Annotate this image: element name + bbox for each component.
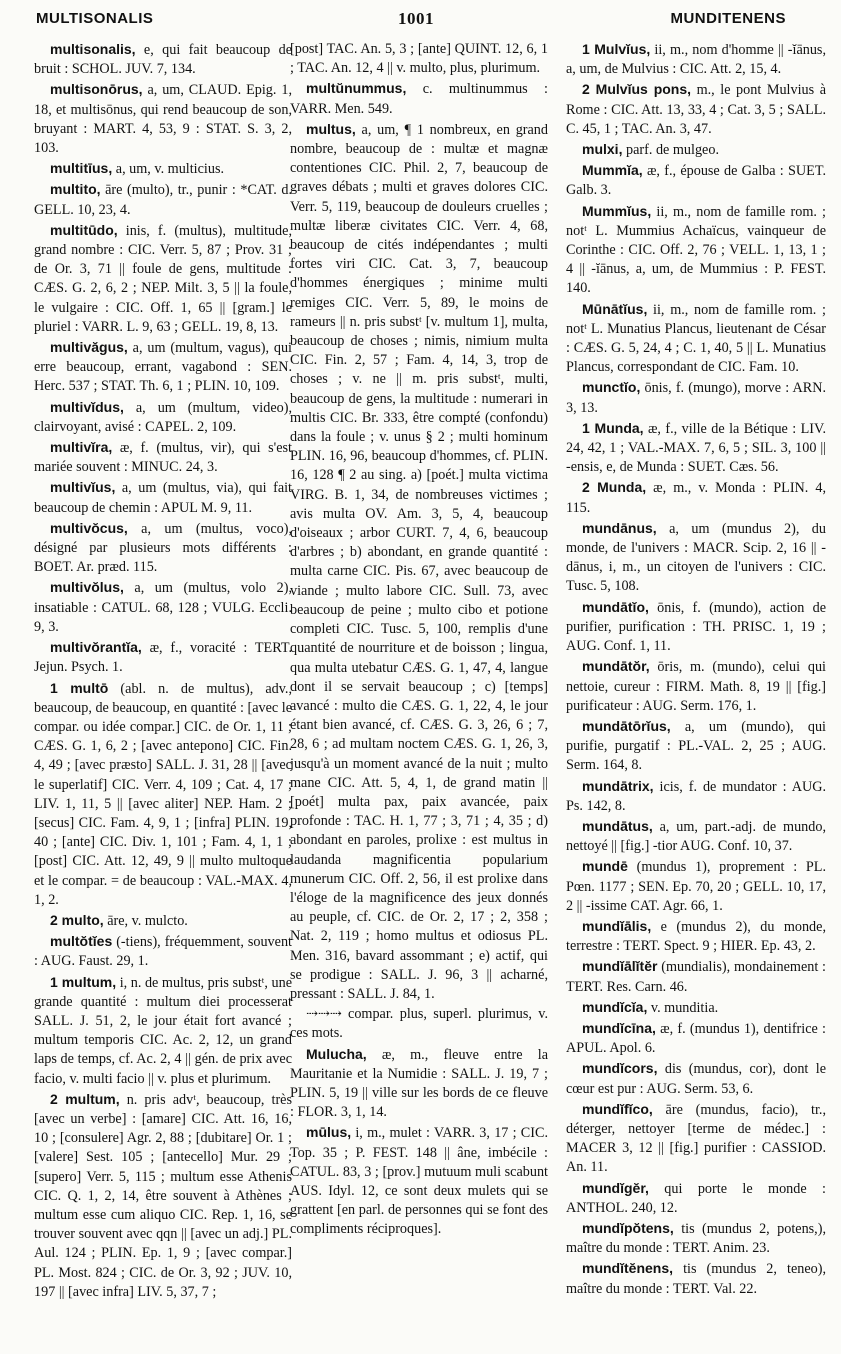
- entry-definition: ōris, m. (mundo), celui qui nettoie, cureur : FIRM. Math. 8, 19 || [fig.] purificateur : AUG. Serm. 176, 1.: [566, 659, 826, 714]
- entry-definition: dis (mundus, cor), dont le cœur est pur : AUG. Serm. 53, 6.: [566, 1061, 826, 1097]
- dictionary-entry: [566, 998, 826, 1018]
- entry-headword: multitūdo,: [50, 221, 118, 238]
- entry-headword: mundātĭo,: [582, 598, 649, 615]
- dictionary-entry: [566, 419, 826, 478]
- entry-definition: c. multinummus : VARR. Men. 549.: [290, 81, 548, 117]
- entry-headword: mundĭālĭtĕr: [582, 958, 658, 975]
- entry-definition: æ, f., ville de la Bétique : LIV. 24, 42, 1 ; VAL.-MAX. 7, 6, 5 ; SIL. 3, 100 || -ensis, e, de Munda : SUET. Cæs. 56.: [566, 420, 826, 476]
- entry-definition: n. pris advᵗ, beaucoup, très [avec un verbe] : [amare] CIC. Att. 16, 16, 10 ; [consulere] Agr. 2, 88 ; [dubitare] Or. 1 ; [valere] Sest. 105 ; [antecello] Mur. 29 ; [supero] Verr. 5, 115 ; multum esse Athenis CIC. Q. 1, 2, 14, être souvent à Athènes ; multum esse cum aliquo CIC. Rep. 1, 16, se trouver souvent avec qqn || [avec un adj.] PL. Aul. 124 ; PLIN. Ep. 1, 9 ; [avec compar.] PL. Most. 824 ; CIC. de Or. 3, 92 ; JUV. 10, 197 || [avec infra] LIV. 5, 37, 7 ;: [34, 1091, 292, 1300]
- entry-definition: a, um, v. multicius.: [112, 161, 225, 178]
- dictionary-entry: [34, 638, 292, 677]
- dictionary-entry: [566, 1100, 826, 1178]
- entry-headword: mundĭcīna,: [582, 1019, 656, 1036]
- entry-definition: a, um (multum, video), clairvoyant, avisé : CAPEL. 2, 109.: [34, 399, 292, 435]
- entry-headword: mundĭtĕnens,: [582, 1260, 674, 1277]
- dictionary-entry: [290, 40, 548, 78]
- dictionary-entry: [290, 120, 548, 1004]
- entry-headword: mundĭcors,: [582, 1060, 658, 1077]
- entry-definition: ⇢⇢⇢ compar. plus, superl. plurimus, v. ces mots.: [290, 1006, 548, 1042]
- entry-definition: v. munditia.: [647, 999, 719, 1016]
- entry-headword: mundātrix,: [582, 777, 654, 794]
- dictionary-entry: [34, 80, 292, 158]
- entry-definition: e (mundus 2), du monde, terrestre : TERT. Spect. 9 ; HIER. Ep. 43, 2.: [566, 918, 826, 955]
- entry-definition: ōnis, f. (mundo), action de purifier, purification : TH. PRISC. 1, 19 ; AUG. Conf. 1, 11.: [566, 599, 826, 655]
- dictionary-entry: [290, 79, 548, 118]
- dictionary-entry: [566, 140, 826, 160]
- dictionary-entry: [566, 598, 826, 657]
- entry-headword: multito,: [50, 181, 101, 198]
- entry-headword: multus,: [306, 120, 356, 137]
- dictionary-entry: [34, 40, 292, 79]
- entry-definition: āre (mundus, facio), tr., déterger, nettoyer [terme de médec.] : MACER 3, 12 || [fig.] purifier : CASSIOD. An. 11.: [566, 1101, 826, 1176]
- entry-definition: æ, f. (multus, vir), qui s'est mariée souvent : MINUC. 24, 3.: [34, 440, 292, 476]
- entry-headword: Mummĭa,: [582, 162, 643, 179]
- entry-definition: (-tiens), fréquemment, souvent : AUG. Faust. 29, 1.: [34, 934, 292, 970]
- dictionary-entry: [290, 1123, 548, 1239]
- entry-headword: 1 Mulvĭus,: [582, 41, 651, 57]
- entry-headword: Mummĭus,: [582, 202, 652, 219]
- entry-definition: m., le pont Mulvius à Rome : CIC. Att. 13, 33, 4 ; Cat. 3, 5 ; SALL. C. 45, 1 ; TAC. An. 3, 47.: [566, 82, 826, 137]
- entry-definition: āre (multo), tr., punir : *CAT. d. GELL. 10, 23, 4.: [34, 182, 292, 218]
- dictionary-entry: [566, 161, 826, 200]
- entry-headword: mundātōrĭus,: [582, 717, 671, 734]
- entry-headword: multitīus,: [50, 160, 113, 177]
- entry-definition: (mundialis), mondainement : TERT. Res. Carn. 46.: [566, 959, 826, 995]
- entry-definition: ii, m., nom de famille rom. ; notᵗ L. Munatius Plancus, lieutenant de César : CÆS. G. 5, 24, 4 ; C. 1, 40, 5 || L. Munatius Plancus, correspondant de CIC. Fam. 10.: [566, 301, 826, 376]
- entry-headword: mundĭpŏtens,: [582, 1219, 674, 1236]
- dictionary-entry: [566, 1179, 826, 1218]
- entry-headword: multisonalis,: [50, 41, 136, 57]
- dictionary-entry: [566, 657, 826, 716]
- entry-headword: mulxi,: [582, 141, 623, 158]
- entry-definition: a, um, part.-adj. de mundo, nettoyé || [fig.] -tior AUG. Conf. 10, 37.: [566, 818, 826, 855]
- entry-headword: 2 Mulvĭus pons,: [582, 81, 692, 98]
- entry-headword: multivŏrantĭa,: [50, 639, 142, 656]
- entry-headword: Mūnātĭus,: [582, 300, 648, 317]
- entry-definition: a, um (mundus 2), du monde, de l'univers : MACR. Scip. 2, 16 || -dānus, i, m., un citoyen de l'univers : CIC. Tusc. 5, 108.: [566, 520, 826, 595]
- dictionary-entry: [566, 478, 826, 517]
- dictionary-entry: [34, 180, 292, 219]
- entry-headword: multivŏcus,: [50, 519, 128, 536]
- dictionary-entry: [34, 932, 292, 971]
- entry-definition: (mundus 1), proprement : PL. Pœn. 1177 ; SEN. Ep. 70, 20 ; GELL. 10, 17, 2 || -issime CAT. Agr. 66, 1.: [566, 859, 826, 914]
- column-2: [290, 40, 548, 1346]
- dictionary-entry: [566, 519, 826, 597]
- dictionary-entry: [566, 1059, 826, 1098]
- entry-headword: mundē: [582, 858, 628, 875]
- entry-definition: icis, f. de mundator : AUG. Ps. 142, 8.: [566, 778, 826, 814]
- entry-definition: parf. de mulgeo.: [622, 142, 719, 159]
- dictionary-entry: [566, 378, 826, 417]
- entry-headword: mundānus,: [582, 519, 657, 536]
- entry-headword: 2 multum,: [50, 1090, 120, 1107]
- dictionary-entry: [290, 1045, 548, 1123]
- dictionary-entry: [34, 478, 292, 517]
- entry-definition: e, qui fait beaucoup de bruit : SCHOL. JUV. 7, 134.: [34, 42, 292, 78]
- entry-definition: æ, f. (mundus 1), dentifrice : APUL. Apol. 6.: [566, 1020, 826, 1057]
- entry-definition: æ, m., v. Monda : PLIN. 4, 115.: [566, 480, 826, 516]
- page-number: 1001: [398, 9, 434, 28]
- entry-headword: multivŏlus,: [50, 579, 124, 596]
- entry-headword: multŭnummus,: [306, 80, 407, 97]
- entry-headword: multivĭdus,: [50, 398, 124, 415]
- dictionary-entry: [290, 1005, 548, 1043]
- dictionary-entry: [34, 438, 292, 477]
- entry-headword: multivĭra,: [50, 439, 113, 456]
- dictionary-entry: [566, 1019, 826, 1058]
- entry-headword: mundĭgĕr,: [582, 1179, 649, 1196]
- page-header: [0, 0, 841, 36]
- entry-definition: a, um (mundo), qui purifie, purgatif : PL.-VAL. 2, 25 ; AUG. Serm. 164, 8.: [566, 718, 826, 774]
- entry-definition: i, m., mulet : VARR. 3, 17 ; CIC. Top. 35 ; P. FEST. 148 || âne, imbécile : CATUL. 83, 3 ; [prov.] mutuum muli scabunt AUS. Idyl. 12, ce sont deux mulets qui se grattent [en parl. de personnes qui se font des compliments réciproques].: [290, 1125, 548, 1238]
- entry-headword: multŏtĭes: [50, 933, 113, 950]
- dictionary-entry: [566, 40, 826, 79]
- entry-definition: a, um (multus, volo 2), insatiable : CATUL. 68, 128 ; VULG. Eccli. 9, 3.: [34, 580, 292, 635]
- dictionary-entry: [34, 159, 292, 179]
- entry-definition: [post] TAC. An. 5, 3 ; [ante] QUINT. 12, 6, 1 ; TAC. An. 12, 4 || v. multo, plus, plurimum.: [290, 41, 548, 77]
- entry-definition: ōnis, f. (mungo), morve : ARN. 3, 13.: [566, 380, 826, 416]
- entry-headword: 2 multo,: [50, 911, 104, 928]
- entry-definition: æ, f., épouse de Galba : SUET. Galb. 3.: [566, 163, 826, 199]
- dictionary-entry: [34, 519, 292, 578]
- entry-headword: multisonōrus,: [50, 81, 143, 98]
- column-1: [34, 40, 292, 1346]
- entry-headword: multivăgus,: [50, 339, 128, 356]
- dictionary-entry: [566, 80, 826, 139]
- entry-definition: ii, m., nom de famille rom. ; notᵗ L. Mummius Achaïcus, vainqueur de Corinthe : CIC. Off. 2, 76 ; VELL. 1, 13, 1 ; 4 || -ĭānus, a, um, de Mummius : P. FEST. 140.: [566, 203, 826, 297]
- dictionary-entry: [566, 300, 826, 378]
- entry-definition: qui porte le monde : ANTHOL. 240, 12.: [566, 1180, 826, 1216]
- dictionary-entry: [566, 857, 826, 916]
- dictionary-entry: [566, 777, 826, 816]
- entry-definition: a, um (multus, voco), désigné par plusieurs mots différents : BOET. Ar. præd. 115.: [34, 520, 292, 576]
- dictionary-entry: [566, 917, 826, 956]
- entry-definition: a, um, CLAUD. Epig. 1, 18, et multisōnus, qui rend beaucoup de son, bruyant : MART. 4, 53, 9 : STAT. S. 3, 2, 103.: [34, 82, 292, 157]
- entry-definition: æ, f., voracité : TERT. Jejun. Psych. 1.: [34, 640, 292, 676]
- entry-headword: munctĭo,: [582, 379, 641, 396]
- running-head-right: MUNDITENENS: [670, 10, 786, 27]
- dictionary-entry: [566, 1219, 826, 1258]
- dictionary-entry: [34, 578, 292, 637]
- entry-headword: multivĭus,: [50, 479, 116, 496]
- entry-definition: ii, m., nom d'homme || -ĭānus, a, um, de Mulvius : CIC. Att. 2, 15, 4.: [566, 42, 826, 78]
- entry-headword: mundĭālis,: [582, 917, 652, 934]
- dictionary-entry: [34, 221, 292, 337]
- entry-definition: a, um, ¶ 1 nombreux, en grand nombre, beaucoup de : multæ et magnæ contentiones CIC. Phil. 2, 7, beaucoup de graves débats ; multi et graves dolores CIC. Verr. 5, 119, beaucoup de douleurs cruelles ; multæ liberæ civitates CIC. Verr. 4, 68, beaucoup de cités indépendantes ; multi fortes viri CIC. Cat. 3, 7, beaucoup d'hommes énergiques ; minime multi remiges CIC. Verr. 5, 89, le moins de rameurs || n. pris substᵗ [v. multum 1], multa, beaucoup de choses ; nimis, nimium multa CIC. Fin. 2, 57 ; Fam. 4, 14, 3, trop de choses ; v. ne || m. pris substᵗ, multi, beaucoup de gens, la multitude : numerari in multis CIC. Br. 333, être compté (confondu) dans la foule ; v. unus § 2 ; multi hominum PLIN. 16, 96, beaucoup d'hommes, cf. PLIN. 16, 128 ¶ 2 au sing. a) [poét.] multa victima VIRG. B. 1, 34, de nombreuses victimes ; avis multa OV. Am. 3, 5, 4, beaucoup d'oiseaux ; arbor CURT. 7, 4, 6, beaucoup d'arbres ; b) abondant, en grande quantité : multa carne CIC. Pis. 67, avec beaucoup de viande ; multo labore CIC. Sull. 73, avec beaucoup de peine ; multo cibo et potione completi CIC. Tusc. 5, 100, remplis d'une quantité de nourriture et de boisson ; lingua, qua multa utebatur CÆS. G. 1, 47, 4, langue dont il se servait beaucoup ; c) [temps] avancé : multo die CÆS. G. 1, 22, 4, le jour étant bien avancé, cf. CÆS. G. 3, 26, 6 ; 7, 28, 6 ; ad multam noctem CÆS. G. 1, 26, 3, jusqu'à un moment avancé de la nuit ; multo mane CIC. Att. 5, 4, 1, de grand matin || [poét] multa pax, paix avancée, paix profonde : TAC. H. 1, 77 ; 3, 71 ; 4, 35 ; d) abondant en paroles, prolixe : est multus in laudanda magnificentia popularium munerum CIC. Off. 2, 56, il est prolixe dans l'éloge de la magnificence des jeux donnés au peuple, cf. CIC. de Or. 2, 17 ; 2, 358 ; Nat. 2, 119 ; homo multus et odiosus PL. Men. 316, bavard assommant ; e) actif, qui se prodigue : SALL. J. 96, 3 || acharné, pressant : SALL. J. 84, 1.: [290, 121, 548, 1002]
- entry-definition: (abl. n. de multus), adv., beaucoup, de beaucoup, en quantité : [avec le compar. ou idée compar.] CIC. de Or. 1, 11 ; CÆS. G. 1, 6, 2 ; [avec antepono] CIC. Fin. 4, 49 ; [avec præsto] SALL. J. 31, 28 || [avec le superlatif] CIC. Verr. 4, 109 ; Cat. 4, 17 ; LIV. 1, 11, 5 || [avec aliter] NEP. Ham. 2 ; [secus] CIC. Fam. 4, 9, 1 ; [infra] PLIN. 19, 40 ; [ante] CIC. Div. 1, 101 ; Fam. 4, 1, 1 ; [post] CIC. Att. 12, 49, 9 || multo multoque et le compar. = de beaucoup : VAL.-MAX. 4, 1, 2.: [34, 680, 292, 908]
- entry-definition: inis, f. (multus), multitude, grand nombre : CIC. Verr. 5, 87 ; Prov. 31 ; de Or. 3, 71 || foule de gens, multitude : CÆS. G. 2, 6, 2 ; NEP. Milt. 3, 5 || la foule, le vulgaire : CIC. Off. 1, 65 || [gram.] le pluriel : VARR. L. 9, 63 ; GELL. 19, 8, 13.: [34, 222, 292, 335]
- entry-headword: 1 multum,: [50, 973, 117, 990]
- dictionary-entry: [566, 817, 826, 856]
- dictionary-entry: [34, 1090, 292, 1302]
- entry-headword: 1 Munda,: [582, 419, 644, 436]
- entry-definition: i, n. de multus, pris substᵗ, une grande quantité : multum diei processerat SALL. J. 51, 2, le jour était fort avancé ; multum temporis CIC. Ac. 2, 12, un grand laps de temps, cf. Ac. 2, 4 || gén. de prix avec facio, v. multi facio || v. plus et plurimum.: [34, 974, 292, 1087]
- entry-definition: āre, v. mulcto.: [103, 912, 188, 929]
- entry-headword: mundĭcĭa,: [582, 998, 648, 1015]
- dictionary-entry: [34, 679, 292, 910]
- entry-definition: tis (mundus 2, potens,), maître du monde : TERT. Anim. 23.: [566, 1220, 826, 1257]
- dictionary-entry: [34, 973, 292, 1089]
- entry-definition: tis (mundus 2, teneo), maître du monde : TERT. Val. 22.: [566, 1261, 826, 1297]
- dictionary-entry: [566, 202, 826, 299]
- entry-headword: Mulucha,: [306, 1045, 367, 1062]
- dictionary-entry: [34, 338, 292, 397]
- entry-headword: 1 multō: [50, 679, 109, 696]
- dictionary-entry: [566, 957, 826, 996]
- column-3: [566, 40, 826, 1346]
- entry-definition: a, um (multus, via), qui fait beaucoup de chemin : APUL M. 9, 11.: [34, 480, 292, 516]
- dictionary-entry: [34, 398, 292, 437]
- dictionary-entry: [566, 1259, 826, 1298]
- dictionary-entry: [34, 911, 292, 931]
- entry-headword: mundĭfĭco,: [582, 1100, 653, 1117]
- entry-headword: mūlus,: [306, 1124, 352, 1141]
- running-head-left: MULTISONALIS: [36, 10, 154, 27]
- entry-headword: 2 Munda,: [582, 479, 647, 496]
- entry-definition: æ, m., fleuve entre la Mauritanie et la Numidie : SALL. J. 19, 7 ; PLIN. 5, 19 || ville sur les bords de ce fleuve : FLOR. 3, 1, 14.: [290, 1046, 548, 1121]
- entry-headword: mundātŏr,: [582, 658, 650, 675]
- dictionary-entry: [566, 717, 826, 776]
- entry-headword: mundātus,: [582, 817, 653, 834]
- entry-definition: a, um (multum, vagus), qui erre beaucoup, errant, vagabond : SEN. Herc. 537 ; STAT. Th. 6, 1 ; PLIN. 10, 109.: [34, 340, 292, 395]
